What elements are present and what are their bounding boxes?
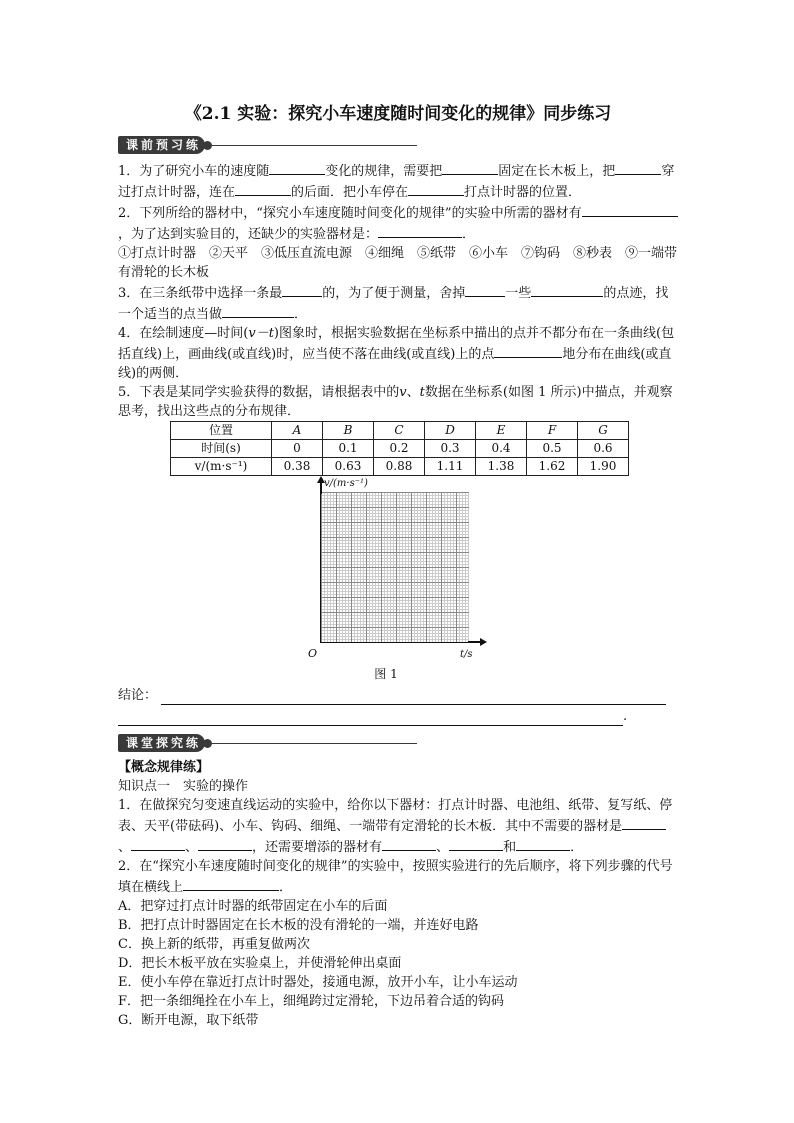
answer-blank[interactable] [494, 343, 562, 358]
table-cell: 1.90 [578, 458, 629, 476]
x-axis-label: t/s [460, 649, 473, 660]
step-item: C．换上新的纸带，再重复做两次 [118, 937, 310, 952]
section-header-preview [118, 136, 678, 154]
table-cell: 0.63 [323, 458, 374, 476]
answer-blank[interactable] [622, 815, 666, 830]
answer-blank[interactable] [449, 836, 503, 851]
table-cell: G [578, 422, 629, 440]
practice-question-1: 1．在做探究匀变速直线运动的实验中，给你以下器材：打点计时器、电池组、纸带、复写纸、停表、天平(带砝码)、小车、钩码、细绳、一端带有定滑轮的长木板．其中不需要的器材是、 、 ，还需要增添的器材有 、 和 ． [118, 798, 673, 855]
figure-caption: 图 1 [374, 667, 398, 681]
row-label: 时间(s) [171, 440, 272, 458]
graph-grid[interactable] [320, 492, 469, 643]
table-cell: 0.4 [476, 440, 527, 458]
section-rule [212, 145, 417, 146]
concept-heading: 【概念规律练】 [118, 760, 210, 775]
x-axis-arrow-icon [480, 638, 487, 646]
table-row [171, 458, 629, 476]
section-rule [212, 743, 417, 744]
answer-blank[interactable] [198, 836, 252, 851]
answer-blank[interactable] [465, 282, 505, 297]
step-item: B．把打点计时器固定在长木板的没有滑轮的一端，并连好电路 [118, 918, 479, 933]
knowledge-point: 知识点一 实验的操作 [118, 779, 249, 794]
conclusion-blank[interactable] [118, 711, 623, 726]
row-label: v/(m·s⁻¹) [171, 458, 272, 476]
answer-blank[interactable] [582, 202, 678, 217]
table-cell: D [425, 422, 476, 440]
answer-blank[interactable] [183, 876, 279, 891]
section-label: 课前预习练 [118, 136, 205, 154]
table-cell: E [476, 422, 527, 440]
data-table [170, 421, 629, 476]
table-cell: 0.3 [425, 440, 476, 458]
question-5: 5．下表是某同学实验获得的数据，请根据表中的v、t数据在坐标系(如图 1 所示)中描点，并观察思考，找出这些点的分布规律． [118, 385, 673, 419]
answer-blank[interactable] [615, 160, 661, 175]
page-title: 《2.1 实验：探究小车速度随时间变化的规律》同步练习 [184, 104, 612, 124]
practice-question-2: 2．在“探究小车速度随时间变化的规律”的实验中，按照实验进行的先后顺序，将下列步骤的代号填在横线上 ． [118, 859, 673, 895]
table-cell: 0.6 [578, 440, 629, 458]
step-item: G．断开电源，取下纸带 [118, 1013, 259, 1028]
question-4: 4．在绘制速度—时间(v－t)图象时，根据实验数据在坐标系中描出的点并不都分布在一条曲线(包括直线)上，画曲线(或直线)时，应当使不落在曲线(或直线)上的点 地分布在曲线(或直线)的两侧． [118, 326, 675, 381]
graph-paper-figure [308, 480, 508, 665]
table-cell: 0.1 [323, 440, 374, 458]
answer-blank[interactable] [235, 181, 291, 196]
answer-blank[interactable] [222, 303, 294, 318]
answer-blank[interactable] [282, 282, 322, 297]
origin-label: O [308, 647, 318, 660]
step-item: A．把穿过打点计时器的纸带固定在小车的后面 [118, 899, 388, 914]
table-cell: 0 [272, 440, 323, 458]
conclusion-blank[interactable] [161, 690, 666, 705]
step-item: F．把一条细绳拴在小车上，细绳跨过定滑轮，下边吊着合适的钩码 [118, 994, 505, 1009]
answer-blank[interactable] [378, 223, 462, 238]
section-dot-icon [203, 739, 212, 748]
answer-blank[interactable] [382, 836, 436, 851]
step-item: E．使小车停在靠近打点计时器处，接通电源，放开小车，让小车运动 [118, 975, 518, 990]
table-cell: F [527, 422, 578, 440]
y-axis-label: v/(m·s⁻¹) [324, 478, 368, 489]
step-item: D．把长木板平放在实验桌上，并使滑轮伸出桌面 [118, 956, 402, 971]
question-2-options: ①打点计时器 ②天平 ③低压直流电源 ④细绳 ⑤纸带 ⑥小车 ⑦钩码 ⑧秒表 ⑨一端带有滑轮的长木板 [118, 246, 678, 280]
table-cell: 1.38 [476, 458, 527, 476]
answer-blank[interactable] [408, 181, 464, 196]
table-cell: 0.2 [374, 440, 425, 458]
y-axis [320, 482, 322, 494]
row-label: 位置 [171, 422, 272, 440]
worksheet-page [118, 105, 678, 1030]
answer-blank[interactable] [531, 282, 603, 297]
section-dot-icon [203, 141, 212, 150]
question-3: 3．在三条纸带中选择一条最 的，为了便于测量，舍掉 一些 的点迹，找一个适当的点当做 ． [118, 282, 678, 324]
table-cell: 1.62 [527, 458, 578, 476]
answer-blank[interactable] [442, 160, 498, 175]
question-1: 1．为了研究小车的速度随 变化的规律，需要把 固定在长木板上，把 穿过打点计时器，连在 的后面．把小车停在 打点计时器的位置． [118, 160, 678, 202]
question-2: 2．下列所给的器材中，“探究小车速度随时间变化的规律”的实验中所需的器材有，为了达到实验目的，还缺少的实验器材是： ． [118, 202, 678, 244]
table-cell: C [374, 422, 425, 440]
table-cell: B [323, 422, 374, 440]
conclusion-line-2: . [118, 707, 678, 726]
table-cell: 0.38 [272, 458, 323, 476]
table-row [171, 440, 629, 458]
answer-blank[interactable] [269, 160, 325, 175]
table-cell: 1.11 [425, 458, 476, 476]
section-label: 课堂探究练 [118, 734, 205, 752]
conclusion-line-1: 结论： [118, 686, 678, 705]
table-row [171, 422, 629, 440]
section-header-class [118, 734, 678, 752]
table-cell: 0.88 [374, 458, 425, 476]
table-cell: A [272, 422, 323, 440]
table-cell: 0.5 [527, 440, 578, 458]
answer-blank[interactable] [516, 836, 570, 851]
answer-blank[interactable] [131, 836, 185, 851]
